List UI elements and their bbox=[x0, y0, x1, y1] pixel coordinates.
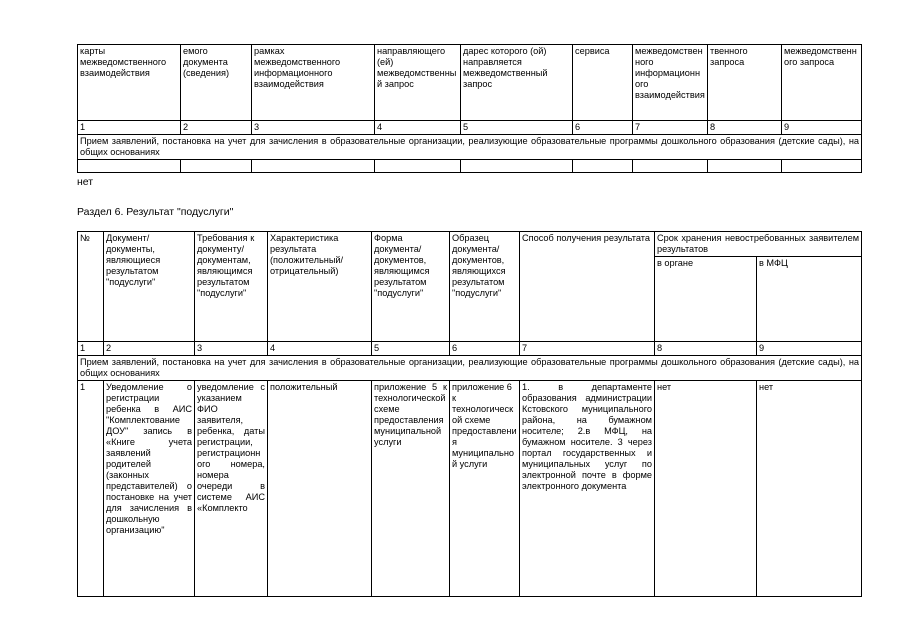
row-characteristic: положительный bbox=[268, 381, 372, 597]
section6-title: Раздел 6. Результат "подуслуги" bbox=[77, 206, 234, 218]
row-in-organ: нет bbox=[655, 381, 757, 597]
group-title: Прием заявлений, постановка на учет для зачисления в образовательные организации, реализующие образовательные программы дошкольного образования (детские сады), на общих основаниях bbox=[78, 135, 862, 160]
header-cell: емого документа (сведения) bbox=[181, 45, 252, 121]
header-in-mfc: в МФЦ bbox=[757, 257, 862, 342]
empty-cell bbox=[633, 160, 708, 173]
column-number-row bbox=[78, 121, 862, 135]
header-cell: дарес которого (ой) направляется межведомственный запрос bbox=[461, 45, 573, 121]
empty-cell bbox=[375, 160, 461, 173]
column-number: 8 bbox=[655, 342, 757, 356]
header-form: Форма документа/документов, являющимся результатом "подуслуги" bbox=[372, 232, 450, 342]
header-cell: твенного запроса bbox=[708, 45, 782, 121]
row-number: 1 bbox=[78, 381, 104, 597]
header-storage: Срок хранения невостребованных заявителем результатов bbox=[655, 232, 862, 257]
column-number: 1 bbox=[78, 121, 181, 135]
header-number: № bbox=[78, 232, 104, 342]
header-cell: межведомственного информационного взаимодействия bbox=[633, 45, 708, 121]
column-number: 5 bbox=[461, 121, 573, 135]
empty-cell bbox=[461, 160, 573, 173]
empty-cell bbox=[708, 160, 782, 173]
header-requirements: Требования к документу/документам, являющимся результатом "подуслуги" bbox=[195, 232, 268, 342]
column-number: 4 bbox=[375, 121, 461, 135]
column-number: 6 bbox=[573, 121, 633, 135]
empty-cell bbox=[181, 160, 252, 173]
column-number: 2 bbox=[104, 342, 195, 356]
table-row bbox=[78, 381, 862, 597]
table-header-row bbox=[78, 45, 862, 121]
header-in-organ: в органе bbox=[655, 257, 757, 342]
row-in-mfc: нет bbox=[757, 381, 862, 597]
header-cell: сервиса bbox=[573, 45, 633, 121]
column-number: 8 bbox=[708, 121, 782, 135]
column-number: 1 bbox=[78, 342, 104, 356]
column-number: 5 bbox=[372, 342, 450, 356]
column-number: 9 bbox=[757, 342, 862, 356]
column-number: 6 bbox=[450, 342, 520, 356]
empty-cell bbox=[78, 160, 181, 173]
row-document: Уведомление о регистрации ребенка в АИС "Комплектование ДОУ" запись в «Книге учета заявлений родителей (законных представителей) о постановке на учет для зачисления в дошкольную организацию" bbox=[104, 381, 195, 597]
column-number: 7 bbox=[633, 121, 708, 135]
empty-cell bbox=[573, 160, 633, 173]
empty-row bbox=[78, 160, 862, 173]
column-number-row bbox=[78, 342, 862, 356]
header-cell: межведомственного запроса bbox=[782, 45, 862, 121]
column-number: 7 bbox=[520, 342, 655, 356]
header-cell: рамках межведомственного информационного взаимодействия bbox=[252, 45, 375, 121]
column-number: 9 bbox=[782, 121, 862, 135]
group-title-row bbox=[78, 135, 862, 160]
header-sample: Образец документа/документов, являющихся результатом "подуслуги" bbox=[450, 232, 520, 342]
header-document: Документ/документы, являющиеся результатом "подуслуги" bbox=[104, 232, 195, 342]
section5-value: нет bbox=[77, 176, 94, 188]
table-header-row bbox=[78, 232, 862, 257]
header-cell: направляющего (ей) межведомственный запрос bbox=[375, 45, 461, 121]
group-title: Прием заявлений, постановка на учет для зачисления в образовательные организации, реализующие образовательные программы дошкольного образования (детские сады), на общих основаниях bbox=[78, 356, 862, 381]
row-form: приложение 5 к технологической схеме предоставления муниципальной услуги bbox=[372, 381, 450, 597]
row-method: 1. в департаменте образования администрации Кстовского муниципального района, на бумажном носителе; 2.в МФЦ, на бумажном носителе. 3 через портал государственных и муниципальных услуг по электронной почте в форме электронного документа bbox=[520, 381, 655, 597]
group-title-row bbox=[78, 356, 862, 381]
empty-cell bbox=[782, 160, 862, 173]
column-number: 2 bbox=[181, 121, 252, 135]
header-method: Способ получения результата bbox=[520, 232, 655, 342]
empty-cell bbox=[252, 160, 375, 173]
column-number: 3 bbox=[252, 121, 375, 135]
column-number: 3 bbox=[195, 342, 268, 356]
row-sample: приложение 6 к технологической схеме предоставления муниципальной услуги bbox=[450, 381, 520, 597]
column-number: 4 bbox=[268, 342, 372, 356]
subservice-results-table bbox=[77, 231, 862, 597]
interagency-requests-table bbox=[77, 44, 862, 173]
header-characteristic: Характеристика результата (положительный/отрицательный) bbox=[268, 232, 372, 342]
header-cell: карты межведомственного взаимодействия bbox=[78, 45, 181, 121]
row-requirements: уведомление с указанием ФИО заявителя, ребенка, даты регистрации, регистрационного номера, номера очереди в системе АИС «Комплекто bbox=[195, 381, 268, 597]
